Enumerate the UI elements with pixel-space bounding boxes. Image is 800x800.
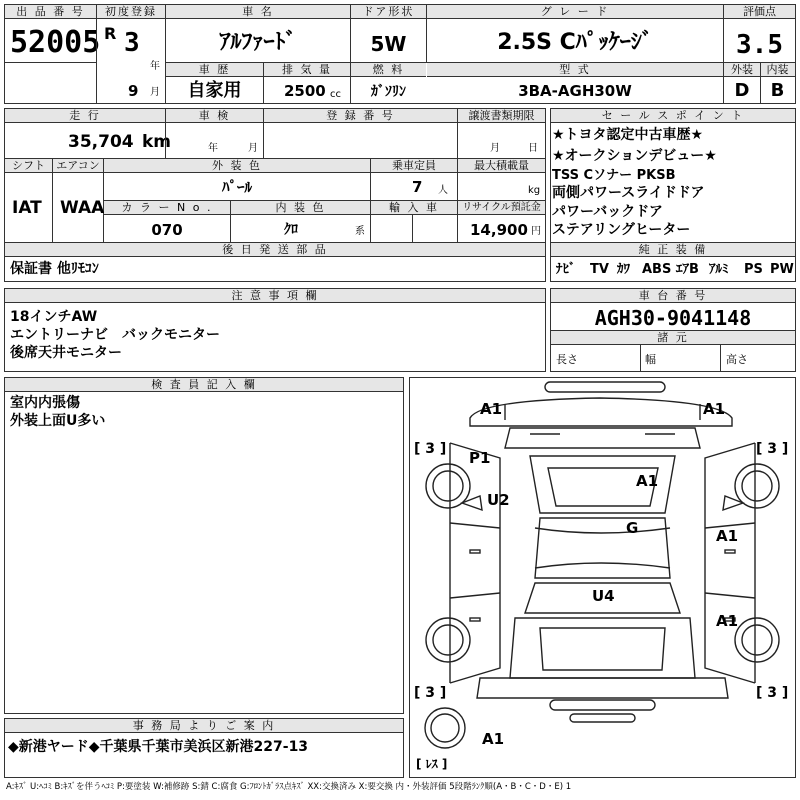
- height-label: 高さ: [726, 353, 748, 366]
- tire-depth-fl: [ 3 ]: [414, 441, 447, 457]
- sales-point-line: TSS Cソナー PKSB: [552, 168, 676, 183]
- damage-mark: A1: [636, 472, 659, 490]
- color: ﾊﾟｰﾙ: [221, 178, 252, 196]
- equipment-item: ﾅﾋﾞ: [556, 262, 576, 277]
- load-unit: kg: [528, 185, 541, 196]
- year-unit: 年: [150, 61, 160, 72]
- inspection-label: 車 検: [166, 109, 263, 123]
- equipment-item: ABS: [642, 262, 672, 277]
- notes-line: 18インチAW: [10, 309, 98, 325]
- legend: A:ｷｽﾞ U:ﾍｺﾐ B:ｷｽﾞを伴うﾍｺﾐ P:要塗装 W:補修跡 S:錆 C:腐食 G:ﾌﾛﾝﾄｶﾞﾗｽ点ｷｽﾞ XX:交換済み X:要交換 内・外装評価 5段階ﾗﾝｸ順(A・B・C・D・E) 1: [6, 782, 572, 792]
- damage-mark: A1: [482, 730, 505, 748]
- interior-color-unit: 系: [355, 226, 365, 237]
- chassis-label: 車 台 番 号: [551, 289, 795, 303]
- inspection-year-unit: 年: [208, 143, 218, 154]
- plate-label: 登 録 番 号: [264, 109, 457, 123]
- width-label: 幅: [645, 353, 656, 366]
- tire-depth-rl: [ 3 ]: [414, 685, 447, 701]
- grade: 2.5S Cﾊﾟｯｹｰｼﾞ: [497, 30, 653, 55]
- model-label: 型 式: [427, 63, 723, 77]
- mileage-unit: km: [142, 132, 172, 152]
- inspector-label: 検 査 員 記 入 欄: [5, 378, 403, 392]
- sales-point-line: ★トヨタ認定中古車歴★: [552, 127, 704, 143]
- car-outline: [410, 378, 795, 777]
- sales-point-line: ステアリングヒーター: [552, 222, 691, 238]
- import-label: 輸 入 車: [371, 201, 457, 215]
- reg-month: 9: [128, 82, 139, 100]
- transfer-month-unit: 月: [490, 143, 500, 154]
- model: 3BA-AGH30W: [518, 82, 632, 100]
- tire-depth-value: 3: [767, 685, 778, 701]
- color-no: 070: [151, 221, 183, 239]
- notes-line: 後席天井モニター: [10, 345, 122, 361]
- displacement-unit: cc: [330, 89, 341, 100]
- era-symbol: R: [104, 24, 117, 43]
- exterior-grade: D: [734, 80, 750, 101]
- history-label: 車 歴: [166, 63, 263, 77]
- office-text: ◆新港ヤード◆千葉県千葉市美浜区新港227-13: [8, 739, 309, 755]
- equipment-item: PW: [770, 262, 794, 277]
- recycle: 14,900: [470, 221, 528, 239]
- exterior-label: 外装: [724, 63, 760, 77]
- lot-number: 52005: [10, 25, 101, 60]
- equipment-item: ｱﾙﾐ: [709, 262, 729, 277]
- tire-depth-value: 3: [425, 441, 436, 457]
- damage-mark: A1: [716, 612, 739, 630]
- displacement: 2500: [284, 82, 326, 100]
- mileage: 35,704: [68, 132, 134, 152]
- displacement-label: 排 気 量: [264, 63, 350, 77]
- fuel-label: 燃 料: [351, 63, 426, 77]
- tire-depth-rr: [ 3 ]: [756, 685, 789, 701]
- sales-point-line: 両側パワースライドドア: [552, 185, 705, 201]
- interior-color-label: 内 装 色: [231, 201, 370, 215]
- color-label: 外 装 色: [104, 159, 370, 173]
- interior-grade: B: [770, 80, 785, 101]
- first-reg-label: 初度登録: [97, 5, 165, 19]
- spare-label: ﾚｽ: [425, 757, 438, 771]
- later-parts: 保証書 他ﾘﾓｺﾝ: [10, 261, 99, 277]
- grade-label: グ レ ー ド: [427, 5, 723, 19]
- damage-mark: A1: [716, 527, 739, 545]
- notes-line: エントリーナビ バックモニター: [10, 327, 220, 343]
- damage-mark: A1: [480, 400, 503, 418]
- fuel: ｶﾞｿﾘﾝ: [371, 84, 406, 100]
- equipment-item: TV: [590, 262, 609, 277]
- capacity-label: 乗車定員: [371, 159, 457, 173]
- sales-point-line: パワーバックドア: [552, 204, 663, 220]
- transfer-label: 譲渡書類期限: [458, 109, 545, 123]
- spare-tire: [ ﾚｽ ]: [416, 757, 448, 771]
- length-label: 長さ: [556, 353, 578, 366]
- history: 自家用: [187, 80, 242, 101]
- month-unit: 月: [150, 87, 160, 98]
- sales-points-label: セ ー ル ス ポ イ ン ト: [551, 109, 795, 123]
- tire-depth-value: 3: [767, 441, 778, 457]
- transfer-day-unit: 日: [528, 143, 538, 154]
- equipment-label: 純 正 装 備: [551, 243, 795, 257]
- car-diagram: [409, 377, 796, 778]
- recycle-unit: 円: [531, 226, 541, 237]
- damage-mark: U4: [592, 587, 615, 605]
- damage-mark: P1: [469, 449, 491, 467]
- equipment-item: ｶﾜ: [617, 262, 630, 277]
- capacity: 7: [412, 178, 423, 196]
- door-type: 5W: [370, 32, 407, 56]
- later-parts-label: 後 日 発 送 部 品: [5, 243, 545, 257]
- damage-mark: U2: [487, 491, 510, 509]
- tire-depth-value: 3: [425, 685, 436, 701]
- inspection-month-unit: 月: [248, 143, 258, 154]
- capacity-unit: 人: [438, 185, 448, 196]
- interior-label: 内装: [760, 63, 795, 77]
- color-no-label: カ ラ ー N o .: [104, 201, 230, 215]
- lot-label: 出 品 番 号: [5, 5, 96, 19]
- inspector-line: 室内内張傷: [10, 395, 80, 411]
- interior-color: ｸﾛ: [284, 222, 298, 238]
- shift-label: シフト: [5, 159, 52, 173]
- inspector-line: 外装上面U多い: [10, 413, 106, 429]
- ac-label: エアコン: [53, 159, 103, 173]
- car-name-label: 車 名: [166, 5, 350, 19]
- reg-year: 3: [124, 28, 140, 58]
- score: 3.5: [736, 30, 783, 60]
- score-label: 評価点: [724, 5, 795, 19]
- equipment-item: PS: [744, 262, 763, 277]
- damage-mark: G: [626, 519, 639, 537]
- notes-label: 注 意 事 項 欄: [5, 289, 545, 303]
- load-label: 最大積載量: [458, 159, 545, 173]
- shift: IAT: [12, 198, 42, 218]
- car-name: ｱﾙﾌｧｰﾄﾞ: [219, 30, 297, 55]
- sales-point-line: ★オークションデビュー★: [552, 148, 717, 164]
- office-label: 事 務 局 よ り ご 案 内: [5, 719, 403, 733]
- door-label: ドア形状: [351, 5, 426, 19]
- mileage-label: 走 行: [5, 109, 165, 123]
- chassis-number: AGH30-9041148: [594, 306, 752, 330]
- recycle-label: リサイクル預託金: [458, 201, 545, 215]
- tire-depth-fr: [ 3 ]: [756, 441, 789, 457]
- ac: WAA: [60, 198, 105, 218]
- equipment-item: ｴｱB: [676, 262, 699, 277]
- damage-mark: A1: [703, 400, 726, 418]
- dims-label: 諸 元: [551, 331, 795, 345]
